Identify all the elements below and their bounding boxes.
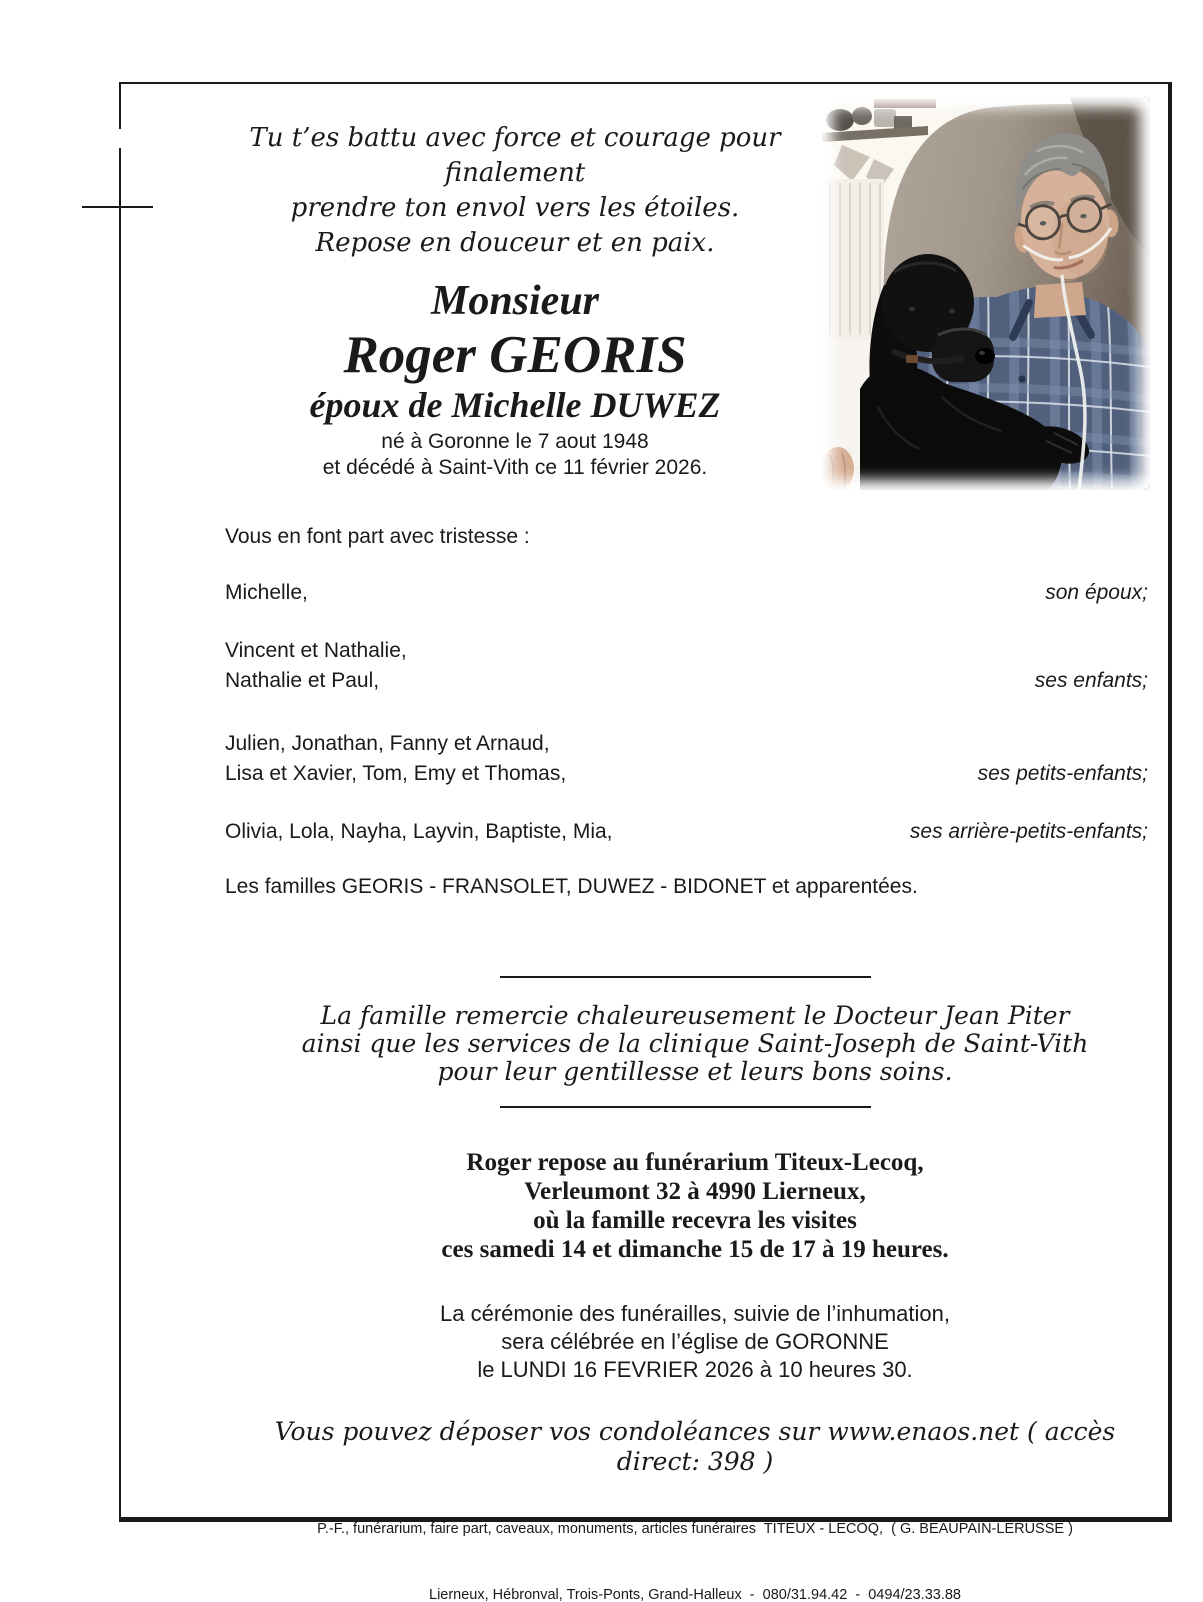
- visits-line: Roger repose au funérarium Titeux-Lecoq,: [466, 1149, 924, 1176]
- family-row: [225, 636, 1148, 696]
- deceased-title-block: [180, 276, 850, 481]
- relation-label: ses enfants;: [1034, 669, 1148, 692]
- ceremony-line: le LUNDI 16 FEVRIER 2026 à 10 heures 30.: [477, 1357, 913, 1382]
- relation-label: ses petits-enfants;: [977, 762, 1148, 785]
- registration-cross-mark: [82, 206, 153, 208]
- death-line: et décédé à Saint-Vith ce 11 février 2026.: [322, 456, 708, 479]
- thanks-line: pour leur gentillesse et leurs bons soins.: [437, 1057, 953, 1086]
- condolences-line: Vous pouvez déposer vos condoléances sur www.enaos.net ( accès direct: 398 ): [274, 1417, 1116, 1476]
- relation-label: son époux;: [1045, 581, 1148, 604]
- title-monsieur: Monsieur: [430, 278, 600, 324]
- divider-line-bottom: [500, 1106, 871, 1108]
- ceremony-line: sera célébrée en l’église de GORONNE: [501, 1329, 889, 1354]
- related-families-line: Les familles GEORIS - FRANSOLET, DUWEZ - BIDONET et apparentées.: [225, 875, 918, 898]
- family-names-line: Julien, Jonathan, Fanny et Arnaud,: [225, 732, 550, 755]
- announcement-intro: Vous en font part avec tristesse :: [225, 525, 530, 548]
- memorial-quote-line: prendre ton envol vers les étoiles.: [290, 193, 740, 223]
- family-names-line: Olivia, Lola, Nayha, Layvin, Baptiste, Mia,: [225, 820, 613, 843]
- funeral-home-footer: [245, 1474, 1145, 1602]
- memorial-quote-line: Tu t’es battu avec force et courage pour finalement: [249, 123, 781, 188]
- relation-label: ses arrière-petits-enfants;: [909, 820, 1148, 843]
- thanks-line: La famille remercie chaleureusement le Docteur Jean Piter: [320, 1001, 1070, 1030]
- ceremony-line: La cérémonie des funérailles, suivie de l’inhumation,: [440, 1301, 950, 1326]
- family-names-line: Lisa et Xavier, Tom, Emy et Thomas,: [225, 762, 567, 785]
- ceremony-block: [295, 1300, 1095, 1384]
- family-names-line: Nathalie et Paul,: [225, 669, 380, 692]
- divider-line-top: [500, 976, 871, 978]
- visits-block: [295, 1148, 1095, 1264]
- birth-line: né à Goronne le 7 aout 1948: [381, 430, 649, 453]
- footer-line: P.-F., funérarium, faire part, caveaux, monuments, articles funéraires TITEUX - LECOQ, ( G. BEAUPAIN-LERUSSE ): [317, 1521, 1073, 1537]
- deceased-portrait-photo: [822, 97, 1150, 490]
- footer-line: Lierneux, Hébronval, Trois-Ponts, Grand-Halleux - 080/31.94.42 - 0494/23.33.88: [429, 1587, 961, 1602]
- visits-line: Verleumont 32 à 4990 Lierneux,: [524, 1178, 866, 1205]
- visits-line: ces samedi 14 et dimanche 15 de 17 à 19 heures.: [441, 1236, 949, 1263]
- family-row: [225, 729, 1148, 789]
- memorial-quote: [180, 121, 850, 261]
- thanks-line: ainsi que les services de la clinique Saint-Joseph de Saint-Vith: [301, 1029, 1089, 1058]
- memorial-quote-line: Repose en douceur et en paix.: [315, 228, 715, 258]
- border-gap-mark: [116, 129, 125, 148]
- spouse-line: époux de Michelle DUWEZ: [309, 385, 721, 425]
- deceased-name: Roger GEORIS: [343, 326, 687, 384]
- family-row: [225, 578, 1148, 608]
- thanks-block: [295, 1002, 1095, 1086]
- family-names-line: Vincent et Nathalie,: [225, 639, 407, 662]
- family-row: [225, 817, 1148, 847]
- family-names-line: Michelle,: [225, 581, 308, 604]
- visits-line: où la famille recevra les visites: [533, 1207, 857, 1234]
